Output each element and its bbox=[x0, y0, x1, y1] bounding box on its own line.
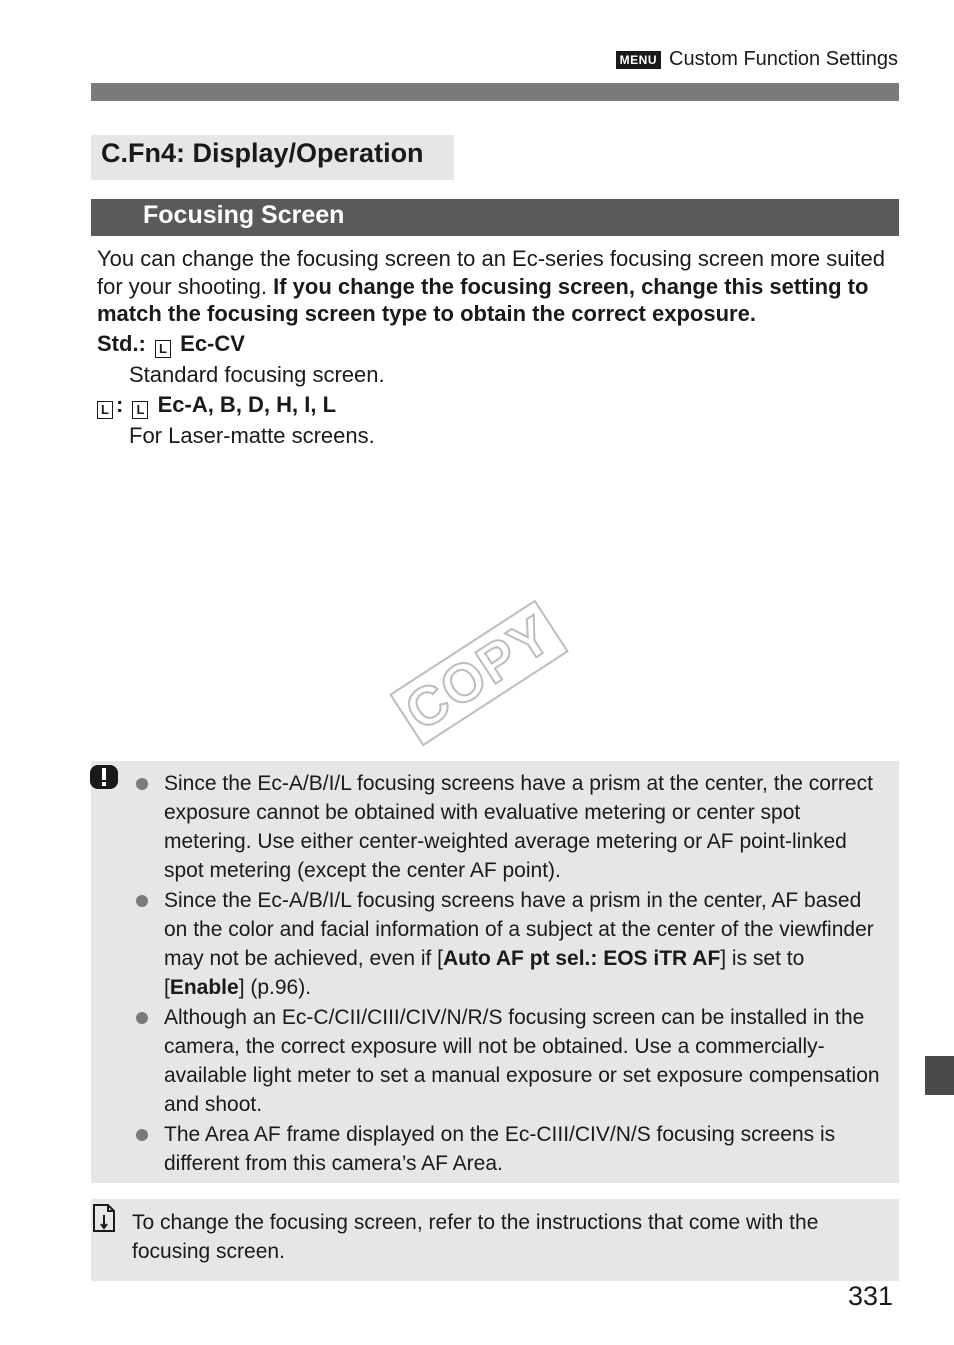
option-laser-colon: : bbox=[116, 392, 124, 417]
bullet-icon bbox=[136, 1129, 148, 1141]
option-standard-label: Ec-CV bbox=[180, 330, 245, 356]
caution-icon bbox=[89, 764, 119, 790]
caution-item bbox=[136, 769, 886, 885]
bullet-icon bbox=[136, 1012, 148, 1024]
intro-normal: You can change the focusing screen to an Ec-series focusing screen more suited for your shooting. bbox=[97, 246, 885, 299]
header-divider-bar bbox=[91, 83, 899, 101]
laser-screen-icon: L bbox=[132, 401, 148, 419]
option-standard bbox=[97, 330, 897, 358]
note-text: To change the focusing screen, refer to the instructions that come with the focusing screen. bbox=[132, 1211, 819, 1263]
caution-item-text: Since the Ec-A/B/I/L focusing screens have a prism in the center, AF based on the color and facial information of a subject at the center of the viewfinder may not be achieved, even if [Auto AF pt sel.: EOS iTR AF] is set to [Enable] (p.96). bbox=[164, 889, 874, 999]
laser-screen-icon: L bbox=[155, 340, 171, 358]
body-text bbox=[97, 245, 897, 450]
bullet-icon bbox=[136, 778, 148, 790]
caution-item bbox=[136, 1003, 886, 1119]
cfn-title: C.Fn4: Display/Operation bbox=[91, 135, 454, 180]
section-title: Focusing Screen bbox=[91, 199, 899, 236]
option-laser-label: Ec-A, B, D, H, I, L bbox=[157, 392, 337, 417]
chapter-tab-marker bbox=[925, 1056, 954, 1095]
intro-bold: If you change the focusing screen, change this setting to match the focusing screen type to obtain the correct exposure. bbox=[97, 273, 869, 326]
copy-watermark: COPY bbox=[389, 600, 569, 747]
caution-item bbox=[136, 886, 886, 1002]
option-laser-desc: For Laser-matte screens. bbox=[129, 423, 375, 448]
caution-item-text: Since the Ec-A/B/I/L focusing screens have a prism at the center, the correct exposure cannot be obtained with evaluative metering or center spot metering. Use either center-weighted average metering or AF point-linked spot metering (except the center AF point). bbox=[164, 772, 873, 882]
caution-item-text: The Area AF frame displayed on the Ec-CIII/CIV/N/S focusing screens is different from this camera’s AF Area. bbox=[164, 1123, 836, 1175]
caution-item-text: Although an Ec-C/CII/CIII/CIV/N/R/S focusing screen can be installed in the camera, the correct exposure will not be obtained. Use a commercially-available light meter to set a manual exposure or set exposure compensation and shoot. bbox=[164, 1006, 880, 1116]
laser-setting-icon: L bbox=[97, 401, 113, 419]
menu-icon: MENU bbox=[616, 51, 661, 69]
header-title: Custom Function Settings bbox=[669, 48, 898, 70]
bullet-icon bbox=[136, 895, 148, 907]
option-standard-prefix: Std.: bbox=[97, 330, 146, 356]
caution-item bbox=[136, 1120, 886, 1178]
option-laser bbox=[97, 391, 897, 419]
intro-paragraph bbox=[97, 245, 897, 328]
note-icon bbox=[91, 1203, 117, 1233]
option-standard-desc: Standard focusing screen. bbox=[129, 361, 385, 387]
page-header bbox=[616, 48, 898, 71]
caution-list bbox=[136, 769, 886, 1178]
page-number: 331 bbox=[848, 1281, 894, 1311]
